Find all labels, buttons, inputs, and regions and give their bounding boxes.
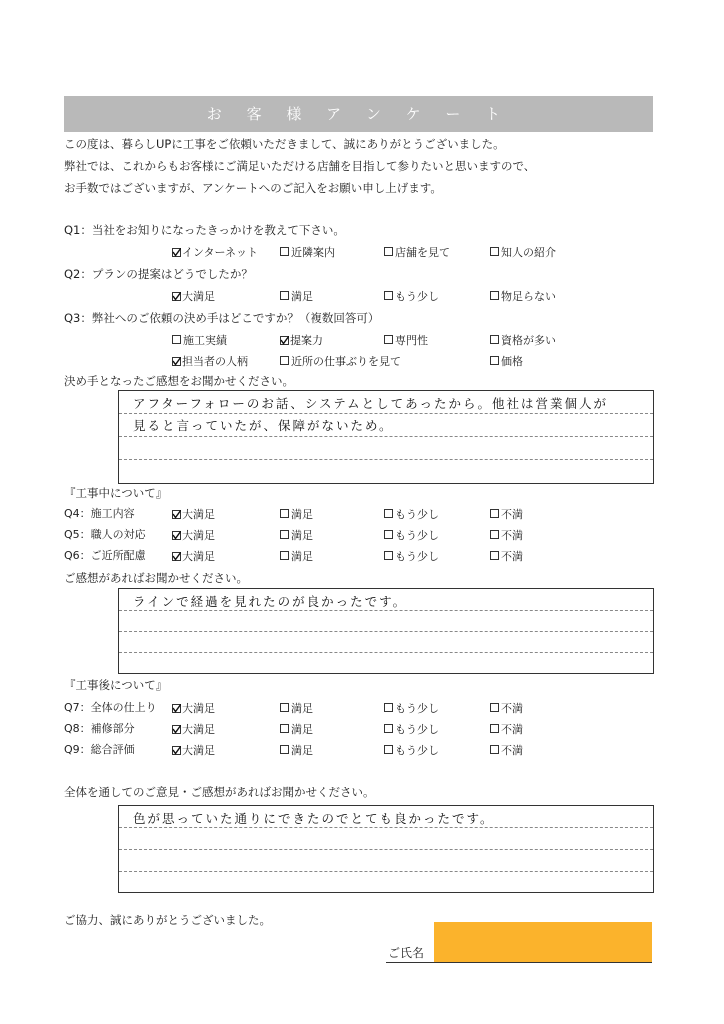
checkbox-empty-icon [280,247,289,256]
checkbox-empty-icon [490,291,499,300]
name-underline [386,961,652,963]
checkbox-empty-icon [490,530,499,539]
q4-label: Q4：施工内容 [64,507,135,520]
checkbox-empty-icon [490,551,499,560]
q5-label: Q5：職人の対応 [64,528,146,541]
option-checkbox[interactable] [384,332,428,348]
option-label: 不満 [501,744,523,757]
option-checkbox[interactable] [172,244,258,260]
checkbox-checked-icon [172,530,181,539]
option-label: 満足 [291,550,313,563]
option-label: 大満足 [182,702,215,715]
option-checkbox[interactable] [172,700,215,716]
checkbox-empty-icon [490,335,499,344]
checkbox-empty-icon [280,356,289,365]
option-label: 価格 [501,355,523,368]
option-checkbox[interactable] [384,506,439,522]
option-label: もう少し [395,550,439,563]
option-label: 担当者の人柄 [182,355,248,368]
name-redaction [434,922,652,962]
checkbox-empty-icon [490,703,499,712]
option-checkbox[interactable] [490,527,523,543]
option-label: 近隣案内 [291,246,335,259]
checkbox-empty-icon [280,530,289,539]
q7-label: Q7：全体の仕上り [64,701,157,714]
q6-options [0,548,724,564]
option-label: 不満 [501,550,523,563]
option-checkbox[interactable] [490,288,556,304]
q3-label: Q3：弊社へのご依頼の決め手はどこですか？（複数回答可） [64,311,380,325]
checkbox-empty-icon [384,551,393,560]
option-label: 満足 [291,529,313,542]
option-label: 不満 [501,529,523,542]
comment1-text-2: 見ると言っていたが、保障がないため。 [133,418,394,433]
option-label: 大満足 [182,508,215,521]
comment3-box[interactable] [118,805,654,893]
option-checkbox[interactable] [172,548,215,564]
checkbox-empty-icon [490,745,499,754]
q3-options-row-1 [0,332,724,348]
intro-line-1: この度は、暮らしUPに工事をご依頼いただきまして、誠にありがとうございました。 [64,137,505,151]
title-bar [64,96,653,132]
option-checkbox[interactable] [384,288,439,304]
option-checkbox[interactable] [280,288,313,304]
q2-label: Q2：プランの提案はどうでしたか？ [64,267,253,281]
checkbox-checked-icon [172,703,181,712]
option-label: 店舗を見て [395,246,450,259]
thanks-text: ご協力、誠にありがとうございました。 [64,913,271,927]
option-checkbox[interactable] [384,721,439,737]
q3-options-row-2 [0,353,724,369]
option-checkbox[interactable] [172,527,215,543]
q4-options [0,506,724,522]
checkbox-empty-icon [490,509,499,518]
option-label: 施工実績 [183,334,227,347]
option-label: 近所の仕事ぶりを見て [291,355,401,368]
option-label: 満足 [291,702,313,715]
checkbox-empty-icon [490,724,499,733]
option-checkbox[interactable] [490,244,556,260]
comment1-box[interactable] [118,390,654,484]
option-label: 専門性 [395,334,428,347]
checkbox-empty-icon [490,247,499,256]
checkbox-empty-icon [172,335,181,344]
checkbox-empty-icon [384,724,393,733]
option-label: 大満足 [182,550,215,563]
option-checkbox[interactable] [384,244,450,260]
intro-line-2: 弊社では、これからもお客様にご満足いただける店舗を目指して参りたいと思いますので、 [64,159,536,173]
option-checkbox[interactable] [490,332,556,348]
option-checkbox[interactable] [172,721,215,737]
option-checkbox[interactable] [280,332,323,348]
option-label: 物足らない [501,290,556,303]
option-checkbox[interactable] [280,506,313,522]
checkbox-checked-icon [172,291,181,300]
q2-options [0,288,724,304]
option-checkbox[interactable] [280,700,313,716]
option-checkbox[interactable] [490,353,523,369]
option-checkbox[interactable] [280,742,313,758]
q1-label: Q1：当社をお知りになったきっかけを教えて下さい。 [64,223,345,237]
checkbox-checked-icon [172,745,181,754]
option-checkbox[interactable] [384,742,439,758]
name-label: ご氏名 [388,946,425,960]
page-title: お 客 様 ア ン ケ ー ト [206,105,511,123]
q9-label: Q9：総合評価 [64,743,135,756]
q8-options [0,721,724,737]
option-label: 不満 [501,723,523,736]
comment2-label: ご感想があればお聞かせください。 [64,571,248,585]
checkbox-empty-icon [280,724,289,733]
q5-options [0,527,724,543]
during-heading: 『工事中について』 [64,486,168,500]
checkbox-checked-icon [172,247,181,256]
option-checkbox[interactable] [172,742,215,758]
checkbox-empty-icon [384,291,393,300]
option-checkbox[interactable] [490,700,523,716]
option-checkbox[interactable] [280,244,335,260]
checkbox-empty-icon [490,356,499,365]
q6-label: Q6：ご近所配慮 [64,549,146,562]
option-checkbox[interactable] [172,506,215,522]
checkbox-checked-icon [172,509,181,518]
comment3-label: 全体を通してのご意見・ご感想があればお聞かせください。 [64,785,375,799]
option-checkbox[interactable] [490,742,523,758]
option-label: 満足 [291,508,313,521]
checkbox-empty-icon [384,745,393,754]
intro-line-3: お手数ではございますが、アンケートへのご記入をお願い申し上げます。 [64,181,442,195]
checkbox-empty-icon [384,247,393,256]
option-label: もう少し [395,744,439,757]
option-label: 知人の紹介 [501,246,556,259]
option-label: もう少し [395,508,439,521]
option-checkbox[interactable] [490,548,523,564]
q8-label: Q8：補修部分 [64,722,135,735]
checkbox-empty-icon [280,291,289,300]
option-checkbox[interactable] [172,353,248,369]
option-checkbox[interactable] [280,527,313,543]
checkbox-checked-icon [280,335,289,344]
option-checkbox[interactable] [280,353,401,369]
checkbox-empty-icon [280,745,289,754]
option-checkbox[interactable] [280,548,313,564]
option-checkbox[interactable] [172,332,227,348]
q7-options [0,700,724,716]
checkbox-checked-icon [172,356,181,365]
comment2-box[interactable] [118,588,654,674]
option-checkbox[interactable] [490,506,523,522]
option-checkbox[interactable] [280,721,313,737]
option-checkbox[interactable] [384,527,439,543]
option-label: 満足 [291,723,313,736]
option-label: 満足 [291,744,313,757]
option-label: もう少し [395,723,439,736]
checkbox-empty-icon [384,509,393,518]
comment3-text-1: 色が思っていた通りにできたのでとても良かったです。 [133,811,495,826]
option-label: 大満足 [182,529,215,542]
comment2-text-1: ラインで経過を見れたのが良かったです。 [133,594,408,609]
option-label: 大満足 [182,723,215,736]
checkbox-empty-icon [280,509,289,518]
comment1-text-1: アフターフォローのお話、システムとしてあったから。他社は営業個人が [133,396,609,411]
option-checkbox[interactable] [384,700,439,716]
option-checkbox[interactable] [172,288,215,304]
q9-options [0,742,724,758]
option-label: 資格が多い [501,334,556,347]
comment1-label: 決め手となったご感想をお聞かせください。 [64,374,294,388]
q1-options [0,244,724,260]
after-heading: 『工事後について』 [64,678,168,692]
option-label: インターネット [182,246,259,259]
option-label: 大満足 [182,744,215,757]
option-label: 満足 [291,290,313,303]
option-label: 提案力 [290,334,323,347]
option-label: 大満足 [182,290,215,303]
checkbox-empty-icon [384,335,393,344]
checkbox-checked-icon [172,724,181,733]
checkbox-empty-icon [280,551,289,560]
checkbox-checked-icon [172,551,181,560]
option-checkbox[interactable] [384,548,439,564]
option-label: 不満 [501,702,523,715]
option-label: もう少し [395,529,439,542]
option-label: 不満 [501,508,523,521]
option-checkbox[interactable] [490,721,523,737]
checkbox-empty-icon [280,703,289,712]
checkbox-empty-icon [384,530,393,539]
option-label: もう少し [395,702,439,715]
option-label: もう少し [395,290,439,303]
checkbox-empty-icon [384,703,393,712]
